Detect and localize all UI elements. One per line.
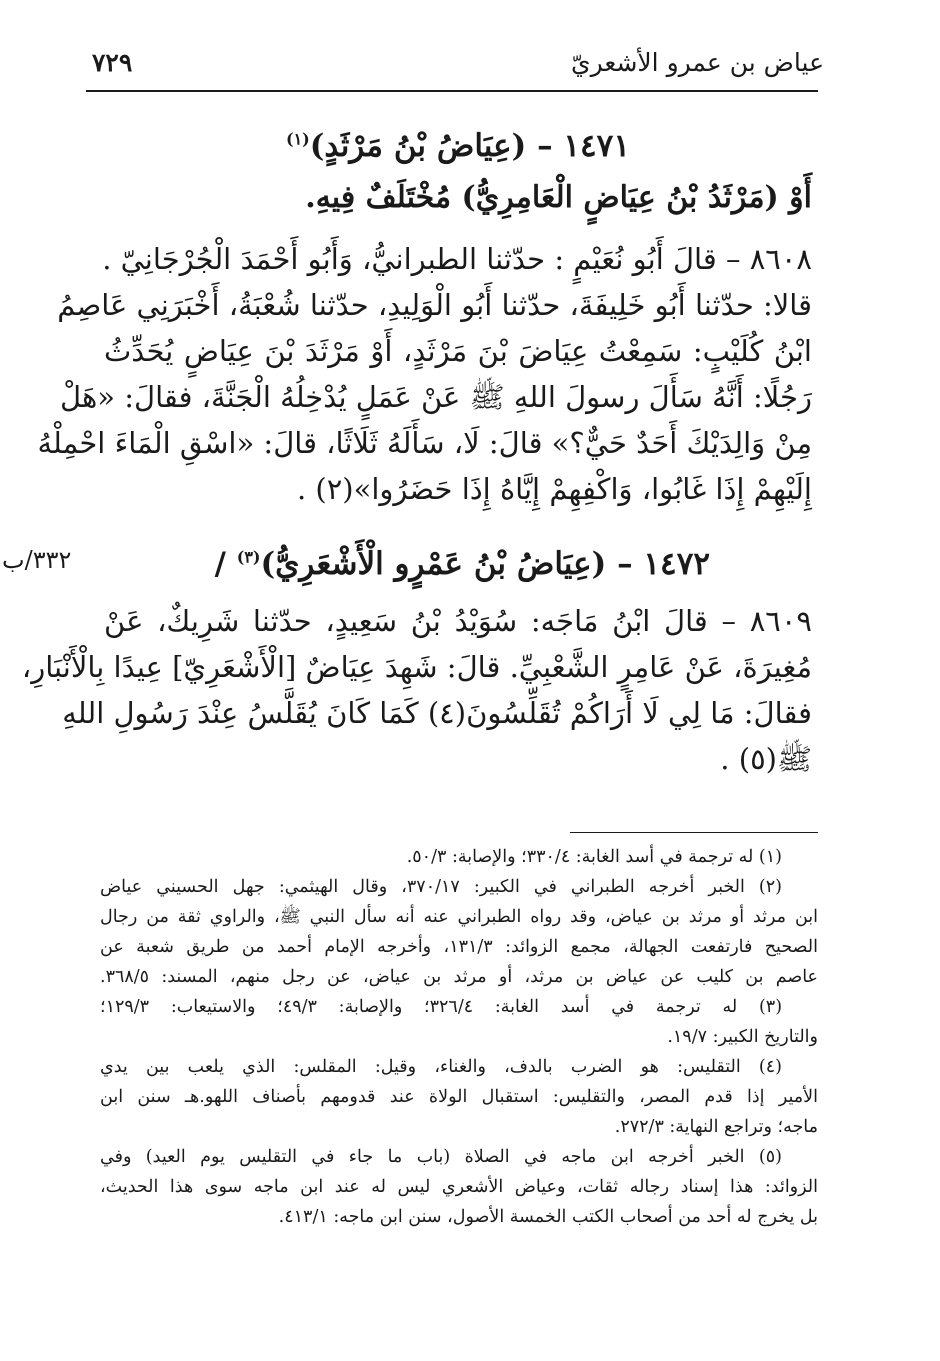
hadith-8609 <box>21 598 812 782</box>
footnote-line: (١) له ترجمة في أسد الغابة: ٣٣٠/٤؛ والإصابة: ٥٠/٣. <box>406 847 782 867</box>
hadith-8609-line: فقالَ: مَا لِي لَا أَرَاكُمْ تُقَلِّسُونَ(٤) كَمَا كَانَ يُقَلَّسُ عِنْدَ رَسُولِ اللهِ <box>62 696 812 730</box>
footnote-line: الزوائد: هذا إسناد رجاله ثقات، وعياض الأشعري ليس له عند ابن ماجه سوى هذا الحديث، <box>100 1177 818 1197</box>
hadith-8609-line: ﷺ(٥) . <box>720 742 812 776</box>
footnote-ref-3: (٣) <box>236 547 261 567</box>
manuscript-folio-marker: ٣٣٢/ب <box>2 546 72 574</box>
footnote-line: (٤) التقليس: هو الضرب بالدف، والغناء، وقيل: المقلس: الذي يلعب بين يدي <box>100 1057 782 1077</box>
hadith-8609-line: مُغِيرَةَ، عَنْ عَامِرٍ الشَّعْبِيِّ. قالَ: شَهِدَ عِيَاضٌ [الْأَشْعَرِيّ] عِيدًا بِالْأَنْبَارِ، <box>21 650 812 684</box>
hadith-8608-line: مِنْ وَالِدَيْكَ أَحَدٌ حَيٌّ؟» قالَ: لَا، سَأَلَهُ ثَلَاثًا، قالَ: «اسْقِ الْمَاءَ احْمِلْهُ <box>37 426 812 460</box>
footnote-line: بل يخرج له أحد من أصحاب الكتب الخمسة الأصول، سنن ابن ماجه: ٤١٣/١. <box>278 1207 818 1227</box>
running-header-title: عياض بن عمرو الأشعريّ <box>571 47 824 77</box>
header-divider <box>86 90 818 92</box>
hadith-8608-line: رَجُلًا: أَنَّهُ سَأَلَ رسولَ اللهِ ﷺ عَنْ عَمَلٍ يُدْخِلُهُ الْجَنَّةَ، فقالَ: «هَلْ <box>60 380 812 414</box>
footnotes <box>100 842 818 1232</box>
footnote-line: والتاريخ الكبير: ١٩/٧. <box>667 1027 818 1047</box>
footnote-3 <box>100 992 818 1052</box>
footnote-line: الأمير إذا قدم المصر، والتقليس: استقبال الولاة عند قدومهم بأصناف اللهو.هـ سنن ابن <box>100 1087 818 1107</box>
hadith-8608-line: قالا: حدّثنا أَبُو خَلِيفَةَ، حدّثنا أَبُو الْوَلِيدِ، حدّثنا شُعْبَةُ، أَخْبَرَنِي عَاصِمُ <box>57 288 812 322</box>
footnote-line: (٢) الخبر أخرجه الطبراني في الكبير: ٣٧٠/١٧، وقال الهيثمي: جهل الحسيني عياض <box>100 877 782 897</box>
footnote-ref-1: (١) <box>286 129 310 149</box>
entry-1472-heading <box>214 546 710 582</box>
page-number: ٧٢٩ <box>92 47 133 77</box>
footnote-1 <box>100 842 818 872</box>
folio-slash: / <box>214 546 226 582</box>
hadith-8608-line: ابْنُ كُلَيْبٍ: سَمِعْتُ عِيَاضَ بْنَ مَرْثَدٍ، أَوْ مَرْثَدَ بْنَ عِيَاضٍ يُحَدِّثُ <box>104 334 812 368</box>
entry-1472-heading-text: ١٤٧٢ – (عِيَاضُ بْنُ عَمْرٍو الْأَشْعَرِيُّ) <box>260 546 710 582</box>
entry-1471-heading-text: ١٤٧١ – (عِيَاضُ بْنُ مَرْثَدٍ) <box>309 128 630 164</box>
footnote-line: ابن مرثد أو مرثد بن عياض، وقد رواه الطبراني عنه أنه سأل النبي ﷺ، والراوي ثقة من رجال <box>100 907 818 927</box>
hadith-8608-line: إِلَيْهِمْ إِذَا غَابُوا، وَاكْفِهِمْ إِيَّاهُ إِذَا حَضَرُوا»(٢) . <box>296 472 812 506</box>
running-header <box>92 42 824 82</box>
entry-1471-heading <box>104 128 812 164</box>
footnote-line: عاصم بن كليب عن عياض بن مرثد، أو مرثد بن عياض، عن رجل منهم، المسند: ٣٦٨/٥. <box>100 967 818 987</box>
footnote-line: (٣) له ترجمة في أسد الغابة: ٣٢٦/٤؛ والإصابة: ٤٩/٣؛ والاستيعاب: ١٢٩/٣؛ <box>100 997 783 1017</box>
hadith-8608 <box>37 236 812 512</box>
footnote-4 <box>100 1052 818 1142</box>
footnote-2 <box>100 872 818 992</box>
footnote-line: الصحيح فارتفعت الجهالة، مجمع الزوائد: ١٣١/٣، وأخرجه الإمام أحمد من طريق شعبة عن <box>100 937 818 957</box>
footnote-5 <box>100 1142 818 1232</box>
footnote-line: (٥) الخبر أخرجه ابن ماجه في الصلاة (باب ما جاء في التقليس يوم العيد) وفي <box>100 1147 782 1167</box>
footnote-line: ماجه؛ وتراجع النهاية: ٢٧٢/٣. <box>614 1117 818 1137</box>
entry-1471-subheading: أَوْ (مَرْثَدُ بْنُ عِيَاضٍ الْعَامِرِيُّ) مُخْتَلَفٌ فِيهِ. <box>305 180 812 215</box>
footnote-divider <box>570 832 818 833</box>
hadith-8609-line: ٨٦٠٩ – قالَ ابْنُ مَاجَه: سُوَيْدُ بْنُ سَعِيدٍ، حدّثنا شَرِيكٌ، عَنْ <box>104 604 812 638</box>
hadith-8608-line: ٨٦٠٨ – قالَ أَبُو نُعَيْمٍ : حدّثنا الطبرانيُّ، وَأَبُو أَحْمَدَ الْجُرْجَانِيّ . <box>102 242 812 276</box>
